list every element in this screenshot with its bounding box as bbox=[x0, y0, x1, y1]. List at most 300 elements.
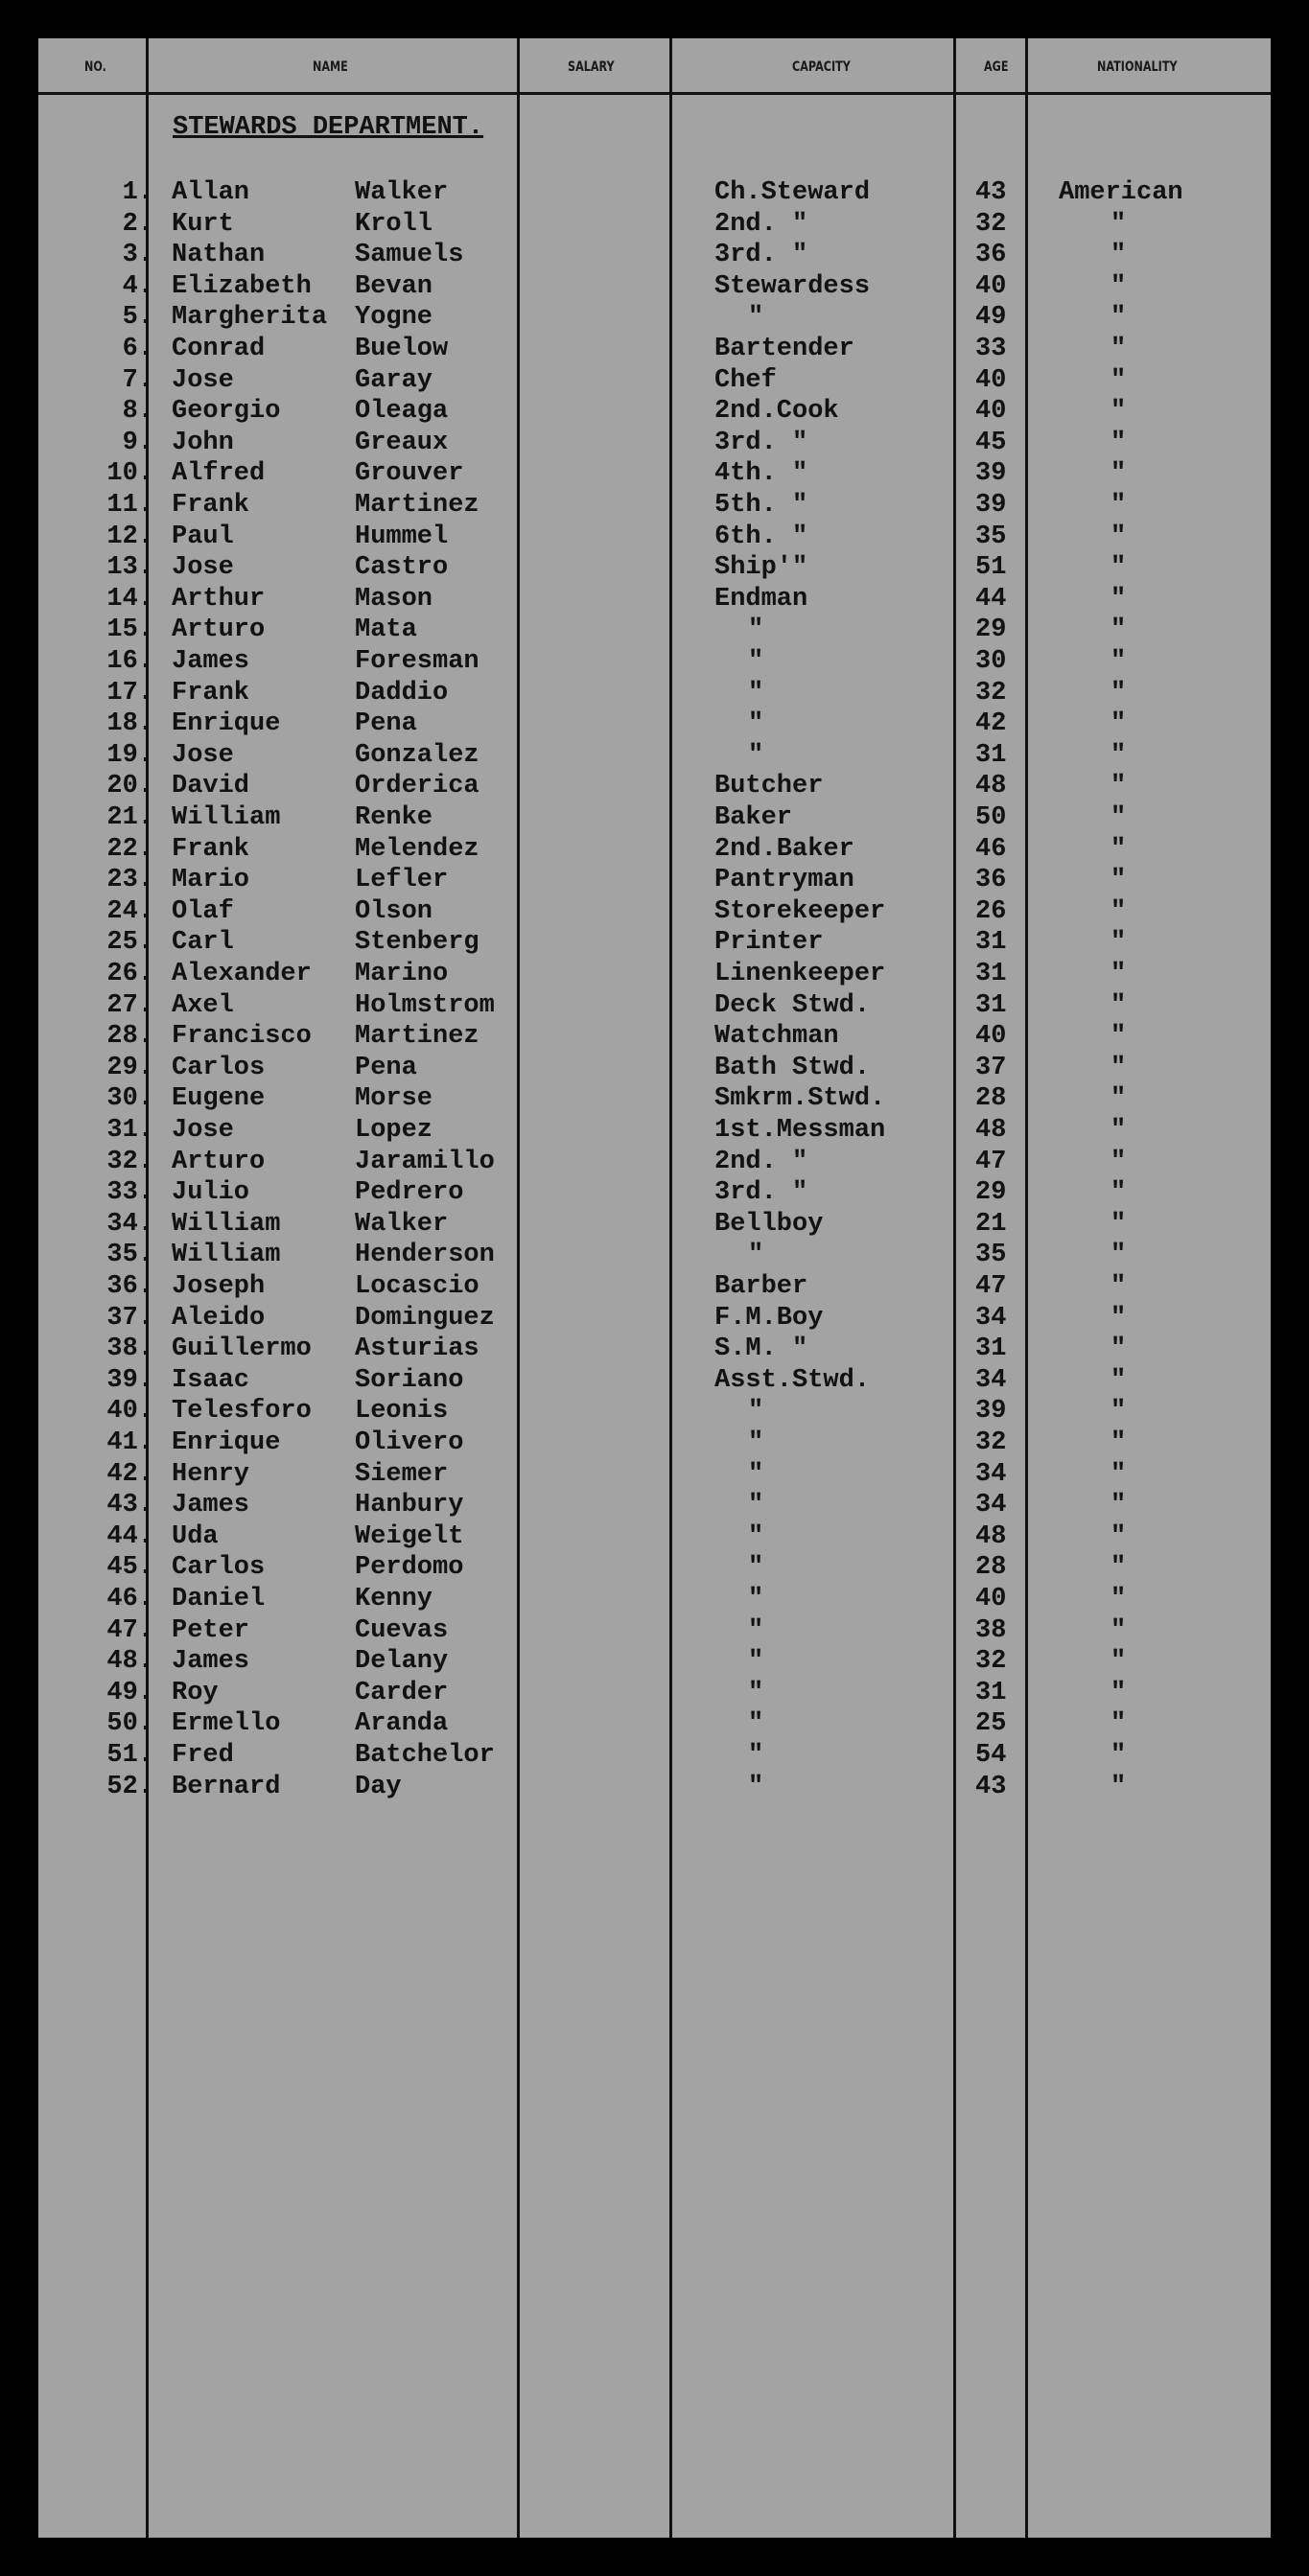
table-row bbox=[38, 771, 1271, 801]
table-row bbox=[38, 271, 1271, 302]
first-name: John bbox=[172, 428, 234, 457]
row-number: 45. bbox=[106, 1553, 153, 1583]
age: 43 bbox=[975, 1772, 1007, 1801]
nationality: " bbox=[1110, 365, 1127, 395]
capacity: 2nd. " bbox=[714, 209, 808, 239]
age: 47 bbox=[975, 1272, 1007, 1301]
table-row bbox=[38, 1646, 1271, 1677]
row-number: 12. bbox=[106, 522, 153, 551]
first-name: Alfred bbox=[172, 459, 266, 489]
capacity: 2nd.Baker bbox=[714, 834, 854, 864]
first-name: Elizabeth bbox=[172, 271, 312, 301]
row-number: 10. bbox=[106, 459, 153, 489]
capacity: " bbox=[748, 1647, 764, 1677]
capacity: Endman bbox=[714, 584, 808, 614]
last-name: Walker bbox=[355, 1209, 449, 1239]
capacity: " bbox=[748, 1678, 764, 1707]
nationality: " bbox=[1110, 271, 1127, 301]
age: 31 bbox=[975, 1334, 1007, 1364]
capacity: " bbox=[748, 1709, 764, 1739]
table-row bbox=[38, 1396, 1271, 1427]
nationality: " bbox=[1110, 209, 1127, 239]
table-row bbox=[38, 1147, 1271, 1177]
age: 32 bbox=[975, 1647, 1007, 1677]
table-row bbox=[38, 552, 1271, 583]
row-number: 33. bbox=[106, 1178, 153, 1208]
age: 34 bbox=[975, 1303, 1007, 1333]
row-number: 39. bbox=[106, 1365, 153, 1395]
first-name: Jose bbox=[172, 740, 234, 770]
age: 39 bbox=[975, 491, 1007, 520]
row-number: 22. bbox=[106, 834, 153, 864]
capacity: Ship'" bbox=[714, 553, 808, 583]
row-number: 5. bbox=[122, 303, 153, 333]
table-row bbox=[38, 490, 1271, 521]
age: 51 bbox=[975, 553, 1007, 583]
row-number: 9. bbox=[122, 428, 153, 457]
first-name: Ermello bbox=[172, 1709, 281, 1739]
first-name: James bbox=[172, 1491, 250, 1520]
first-name: Frank bbox=[172, 834, 250, 864]
capacity: " bbox=[748, 1772, 764, 1801]
table-row bbox=[38, 1271, 1271, 1302]
row-number: 7. bbox=[122, 365, 153, 395]
nationality: " bbox=[1110, 990, 1127, 1020]
table-row bbox=[38, 678, 1271, 708]
age: 48 bbox=[975, 1116, 1007, 1145]
first-name: William bbox=[172, 1209, 281, 1239]
capacity: " bbox=[748, 1491, 764, 1520]
nationality: " bbox=[1110, 1209, 1127, 1239]
row-number: 50. bbox=[106, 1709, 153, 1739]
first-name: Arthur bbox=[172, 584, 266, 614]
age: 32 bbox=[975, 209, 1007, 239]
first-name: Julio bbox=[172, 1178, 250, 1208]
capacity: Pantryman bbox=[714, 866, 854, 895]
first-name: Jose bbox=[172, 553, 234, 583]
table-row bbox=[38, 1459, 1271, 1490]
row-number: 27. bbox=[106, 990, 153, 1020]
nationality: " bbox=[1110, 615, 1127, 645]
last-name: Mata bbox=[355, 615, 417, 645]
nationality: " bbox=[1110, 1022, 1127, 1052]
first-name: Jose bbox=[172, 1116, 234, 1145]
table-row bbox=[38, 240, 1271, 270]
age: 37 bbox=[975, 1053, 1007, 1082]
nationality: " bbox=[1110, 647, 1127, 676]
capacity: " bbox=[748, 1585, 764, 1613]
table-row bbox=[38, 1177, 1271, 1208]
table-row bbox=[38, 428, 1271, 458]
nationality: " bbox=[1110, 866, 1127, 895]
header-age: AGE bbox=[984, 59, 1009, 75]
last-name: Pena bbox=[355, 709, 417, 739]
last-name: Cuevas bbox=[355, 1615, 449, 1645]
capacity: " bbox=[748, 1553, 764, 1583]
age: 29 bbox=[975, 1178, 1007, 1208]
last-name: Lefler bbox=[355, 866, 449, 895]
last-name: Perdomo bbox=[355, 1553, 464, 1583]
last-name: Lopez bbox=[355, 1116, 433, 1145]
table-row bbox=[38, 708, 1271, 739]
capacity: 3rd. " bbox=[714, 241, 808, 270]
nationality: " bbox=[1110, 1772, 1127, 1801]
nationality: " bbox=[1110, 1334, 1127, 1364]
age: 32 bbox=[975, 678, 1007, 708]
nationality: " bbox=[1110, 1585, 1127, 1613]
table-row bbox=[38, 1490, 1271, 1520]
age: 30 bbox=[975, 647, 1007, 676]
capacity: Butcher bbox=[714, 772, 824, 801]
nationality: " bbox=[1110, 584, 1127, 614]
first-name: James bbox=[172, 647, 250, 676]
nationality: " bbox=[1110, 1615, 1127, 1645]
first-name: Alexander bbox=[172, 960, 312, 988]
age: 39 bbox=[975, 1397, 1007, 1427]
row-number: 24. bbox=[106, 896, 153, 926]
capacity: " bbox=[748, 1615, 764, 1645]
nationality: " bbox=[1110, 928, 1127, 958]
capacity: Bartender bbox=[714, 335, 854, 363]
nationality: " bbox=[1110, 1491, 1127, 1520]
first-name: Nathan bbox=[172, 241, 266, 270]
capacity: 1st.Messman bbox=[714, 1116, 886, 1145]
capacity: 2nd.Cook bbox=[714, 397, 839, 427]
age: 33 bbox=[975, 335, 1007, 363]
row-number: 18. bbox=[106, 709, 153, 739]
last-name: Garay bbox=[355, 365, 433, 395]
first-name: James bbox=[172, 1647, 250, 1677]
row-number: 23. bbox=[106, 866, 153, 895]
age: 44 bbox=[975, 584, 1007, 614]
age: 21 bbox=[975, 1209, 1007, 1239]
first-name: Bernard bbox=[172, 1772, 281, 1801]
nationality: " bbox=[1110, 1116, 1127, 1145]
age: 40 bbox=[975, 271, 1007, 301]
age: 47 bbox=[975, 1147, 1007, 1176]
age: 34 bbox=[975, 1491, 1007, 1520]
table-row bbox=[38, 1021, 1271, 1052]
header-salary: SALARY bbox=[568, 59, 615, 75]
capacity: 2nd. " bbox=[714, 1147, 808, 1176]
first-name: Carlos bbox=[172, 1553, 266, 1583]
row-number: 11. bbox=[106, 491, 153, 520]
table-row bbox=[38, 302, 1271, 333]
capacity: Bath Stwd. bbox=[714, 1053, 871, 1082]
table-row bbox=[38, 334, 1271, 364]
age: 25 bbox=[975, 1709, 1007, 1739]
nationality: " bbox=[1110, 335, 1127, 363]
row-number: 36. bbox=[106, 1272, 153, 1301]
capacity: " bbox=[748, 1459, 764, 1489]
last-name: Pena bbox=[355, 1053, 417, 1082]
first-name: Paul bbox=[172, 522, 234, 551]
last-name: Olson bbox=[355, 896, 433, 926]
table-row bbox=[38, 896, 1271, 927]
table-row bbox=[38, 1083, 1271, 1114]
age: 39 bbox=[975, 459, 1007, 489]
table-row bbox=[38, 740, 1271, 771]
first-name: Frank bbox=[172, 678, 250, 708]
row-number: 42. bbox=[106, 1459, 153, 1489]
last-name: Kroll bbox=[355, 209, 433, 239]
table-row bbox=[38, 646, 1271, 677]
age: 32 bbox=[975, 1428, 1007, 1457]
table-row bbox=[38, 1552, 1271, 1583]
row-number: 41. bbox=[106, 1428, 153, 1457]
row-number: 28. bbox=[106, 1022, 153, 1052]
first-name: William bbox=[172, 803, 281, 832]
table-row bbox=[38, 1772, 1271, 1802]
capacity: " bbox=[748, 1741, 764, 1770]
capacity: Bellboy bbox=[714, 1209, 824, 1239]
table-row bbox=[38, 1209, 1271, 1240]
age: 31 bbox=[975, 928, 1007, 958]
first-name: Fred bbox=[172, 1741, 234, 1770]
table-row bbox=[38, 1708, 1271, 1739]
age: 40 bbox=[975, 1585, 1007, 1613]
row-number: 1. bbox=[122, 178, 153, 207]
age: 46 bbox=[975, 834, 1007, 864]
capacity: " bbox=[748, 678, 764, 708]
age: 38 bbox=[975, 1615, 1007, 1645]
nationality: " bbox=[1110, 709, 1127, 739]
first-name: Kurt bbox=[172, 209, 234, 239]
row-number: 37. bbox=[106, 1303, 153, 1333]
last-name: Asturias bbox=[355, 1334, 479, 1364]
age: 54 bbox=[975, 1741, 1007, 1770]
table-row bbox=[38, 959, 1271, 989]
nationality: " bbox=[1110, 1553, 1127, 1583]
row-number: 46. bbox=[106, 1585, 153, 1613]
age: 43 bbox=[975, 178, 1007, 207]
nationality: " bbox=[1110, 1397, 1127, 1427]
row-number: 19. bbox=[106, 740, 153, 770]
table-row bbox=[38, 458, 1271, 489]
last-name: Hummel bbox=[355, 522, 449, 551]
first-name: Roy bbox=[172, 1678, 219, 1707]
row-number: 49. bbox=[106, 1678, 153, 1707]
first-name: Carl bbox=[172, 928, 234, 958]
nationality: " bbox=[1110, 1303, 1127, 1333]
last-name: Carder bbox=[355, 1678, 449, 1707]
last-name: Leonis bbox=[355, 1397, 449, 1427]
age: 36 bbox=[975, 241, 1007, 270]
capacity: S.M. " bbox=[714, 1334, 808, 1364]
first-name: Frank bbox=[172, 491, 250, 520]
last-name: Henderson bbox=[355, 1241, 495, 1270]
capacity: Baker bbox=[714, 803, 793, 832]
capacity: " bbox=[748, 1521, 764, 1551]
last-name: Aranda bbox=[355, 1709, 449, 1739]
capacity: Linenkeeper bbox=[714, 960, 886, 988]
last-name: Oleaga bbox=[355, 397, 449, 427]
last-name: Locascio bbox=[355, 1272, 479, 1301]
first-name: Allan bbox=[172, 178, 250, 207]
last-name: Stenberg bbox=[355, 928, 479, 958]
capacity: " bbox=[748, 303, 764, 333]
first-name: Henry bbox=[172, 1459, 250, 1489]
row-number: 4. bbox=[122, 271, 153, 301]
row-number: 43. bbox=[106, 1491, 153, 1520]
table-row bbox=[38, 1678, 1271, 1708]
row-number: 2. bbox=[122, 209, 153, 239]
first-name: Guillermo bbox=[172, 1334, 312, 1364]
first-name: Enrique bbox=[172, 1428, 281, 1457]
row-number: 30. bbox=[106, 1084, 153, 1114]
age: 40 bbox=[975, 365, 1007, 395]
row-number: 15. bbox=[106, 615, 153, 645]
capacity: " bbox=[748, 647, 764, 676]
nationality: " bbox=[1110, 522, 1127, 551]
row-number: 3. bbox=[122, 241, 153, 270]
row-number: 44. bbox=[106, 1521, 153, 1551]
nationality: " bbox=[1110, 1053, 1127, 1082]
age: 31 bbox=[975, 740, 1007, 770]
row-number: 29. bbox=[106, 1053, 153, 1082]
capacity: Asst.Stwd. bbox=[714, 1365, 871, 1395]
age: 49 bbox=[975, 303, 1007, 333]
capacity: 4th. " bbox=[714, 459, 808, 489]
table-row bbox=[38, 1115, 1271, 1146]
table-row bbox=[38, 177, 1271, 208]
table-row bbox=[38, 1615, 1271, 1646]
nationality: " bbox=[1110, 1678, 1127, 1707]
table-row bbox=[38, 865, 1271, 895]
last-name: Morse bbox=[355, 1084, 433, 1114]
first-name: Axel bbox=[172, 990, 234, 1020]
nationality: " bbox=[1110, 1147, 1127, 1176]
first-name: Georgio bbox=[172, 397, 281, 427]
row-number: 51. bbox=[106, 1741, 153, 1770]
last-name: Marino bbox=[355, 960, 449, 988]
last-name: Yogne bbox=[355, 303, 433, 333]
table-row bbox=[38, 1365, 1271, 1396]
last-name: Orderica bbox=[355, 772, 479, 801]
first-name: Conrad bbox=[172, 335, 266, 363]
department-title: STEWARDS DEPARTMENT. bbox=[173, 113, 484, 142]
first-name: Olaf bbox=[172, 896, 234, 926]
row-number: 13. bbox=[106, 553, 153, 583]
age: 26 bbox=[975, 896, 1007, 926]
first-name: Carlos bbox=[172, 1053, 266, 1082]
nationality: " bbox=[1110, 1647, 1127, 1677]
nationality: " bbox=[1110, 772, 1127, 801]
table-row bbox=[38, 1521, 1271, 1552]
first-name: Uda bbox=[172, 1521, 219, 1551]
age: 31 bbox=[975, 990, 1007, 1020]
capacity: Ch.Steward bbox=[714, 178, 871, 207]
first-name: Jose bbox=[172, 365, 234, 395]
last-name: Pedrero bbox=[355, 1178, 464, 1208]
capacity: Deck Stwd. bbox=[714, 990, 871, 1020]
last-name: Gonzalez bbox=[355, 740, 479, 770]
capacity: " bbox=[748, 1241, 764, 1270]
header-no: NO. bbox=[84, 59, 106, 75]
last-name: Melendez bbox=[355, 834, 479, 864]
first-name: Daniel bbox=[172, 1585, 266, 1613]
row-number: 25. bbox=[106, 928, 153, 958]
nationality: " bbox=[1110, 1741, 1127, 1770]
last-name: Martinez bbox=[355, 1022, 479, 1052]
last-name: Martinez bbox=[355, 491, 479, 520]
table-row bbox=[38, 927, 1271, 958]
nationality: " bbox=[1110, 491, 1127, 520]
row-number: 32. bbox=[106, 1147, 153, 1176]
nationality: " bbox=[1110, 960, 1127, 988]
capacity: " bbox=[748, 709, 764, 739]
table-row bbox=[38, 834, 1271, 865]
capacity: " bbox=[748, 1397, 764, 1427]
nationality: " bbox=[1110, 896, 1127, 926]
last-name: Soriano bbox=[355, 1365, 464, 1395]
nationality: " bbox=[1110, 1084, 1127, 1114]
capacity: Printer bbox=[714, 928, 824, 958]
first-name: Arturo bbox=[172, 615, 266, 645]
last-name: Greaux bbox=[355, 428, 449, 457]
first-name: Mario bbox=[172, 866, 250, 895]
header-capacity: CAPACITY bbox=[792, 59, 851, 75]
capacity: Barber bbox=[714, 1272, 808, 1301]
first-name: Francisco bbox=[172, 1022, 312, 1052]
first-name: Joseph bbox=[172, 1272, 266, 1301]
age: 31 bbox=[975, 960, 1007, 988]
last-name: Samuels bbox=[355, 241, 464, 270]
last-name: Hanbury bbox=[355, 1491, 464, 1520]
table-row bbox=[38, 615, 1271, 645]
table-row bbox=[38, 1053, 1271, 1083]
age: 31 bbox=[975, 1678, 1007, 1707]
nationality: " bbox=[1110, 678, 1127, 708]
nationality: " bbox=[1110, 303, 1127, 333]
nationality: " bbox=[1110, 428, 1127, 457]
nationality: " bbox=[1110, 241, 1127, 270]
nationality: " bbox=[1110, 1365, 1127, 1395]
table-row bbox=[38, 1584, 1271, 1614]
row-number: 6. bbox=[122, 335, 153, 363]
nationality: " bbox=[1110, 803, 1127, 832]
capacity: Watchman bbox=[714, 1022, 839, 1052]
last-name: Kenny bbox=[355, 1585, 433, 1613]
row-number: 38. bbox=[106, 1334, 153, 1364]
table-row bbox=[38, 1240, 1271, 1270]
capacity: 6th. " bbox=[714, 522, 808, 551]
row-number: 8. bbox=[122, 397, 153, 427]
first-name: David bbox=[172, 772, 250, 801]
row-number: 26. bbox=[106, 960, 153, 988]
row-number: 34. bbox=[106, 1209, 153, 1239]
last-name: Day bbox=[355, 1772, 402, 1801]
capacity: 5th. " bbox=[714, 491, 808, 520]
age: 40 bbox=[975, 1022, 1007, 1052]
nationality: " bbox=[1110, 1272, 1127, 1301]
capacity: " bbox=[748, 1428, 764, 1457]
table-row bbox=[38, 1303, 1271, 1334]
header-rule bbox=[38, 92, 1271, 95]
age: 36 bbox=[975, 866, 1007, 895]
row-number: 48. bbox=[106, 1647, 153, 1677]
first-name: Aleido bbox=[172, 1303, 266, 1333]
capacity: Chef bbox=[714, 365, 777, 395]
nationality: " bbox=[1110, 740, 1127, 770]
last-name: Buelow bbox=[355, 335, 449, 363]
nationality: " bbox=[1110, 1241, 1127, 1270]
first-name: Enrique bbox=[172, 709, 281, 739]
age: 34 bbox=[975, 1365, 1007, 1395]
capacity: Storekeeper bbox=[714, 896, 886, 926]
nationality: " bbox=[1110, 1178, 1127, 1208]
last-name: Dominguez bbox=[355, 1303, 495, 1333]
